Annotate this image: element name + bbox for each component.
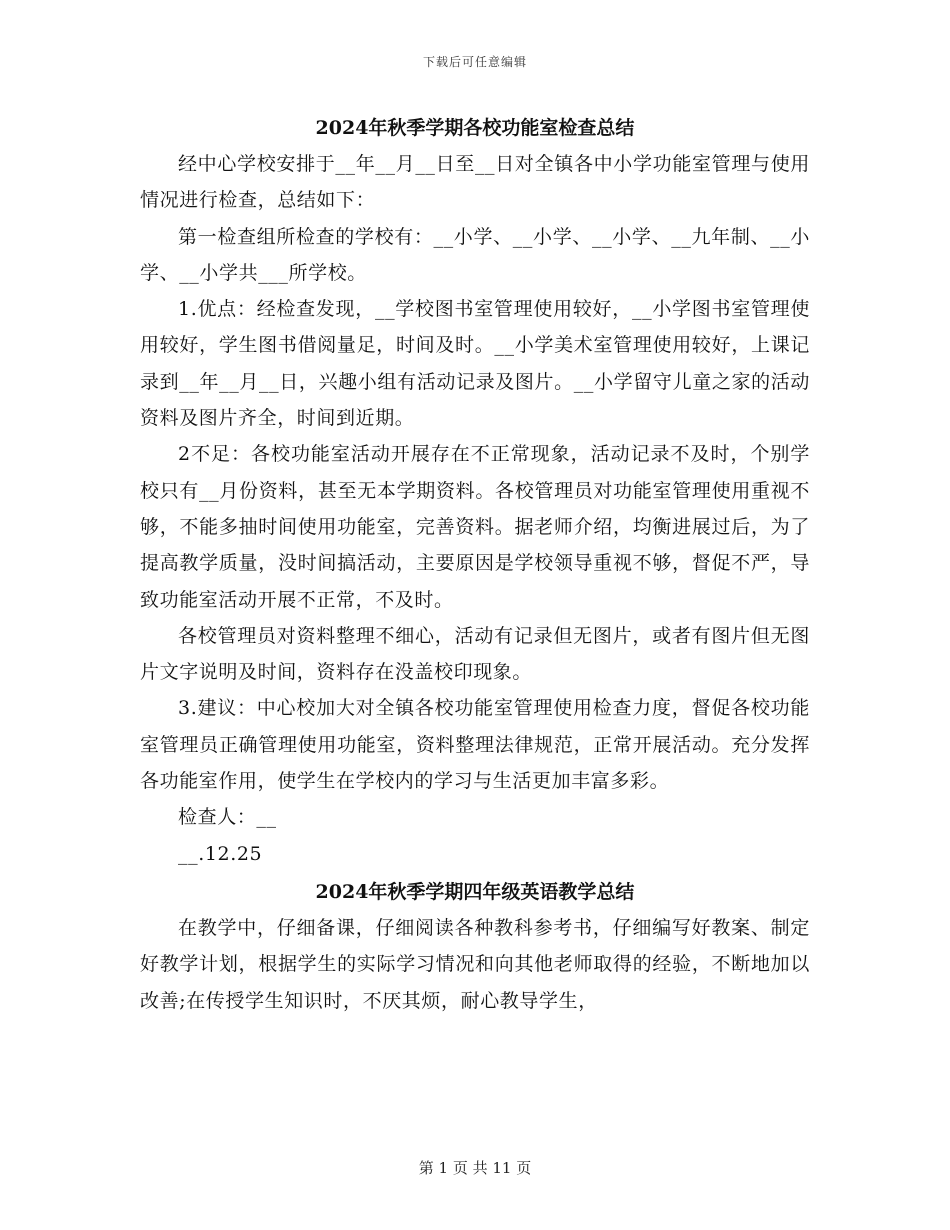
- paragraph: 2不足：各校功能室活动开展存在不正常现象，活动记录不及时，个别学校只有__月份资料，甚至无本学期资料。各校管理员对功能室管理使用重视不够，不能多抽时间使用功能室，完善资料。据老师介绍，均衡进展过后，为了提高教学质量，没时间搞活动，主要原因是学校领导重视不够，督促不严，导致功能室活动开展不正常，不及时。: [140, 443, 810, 611]
- document-body: [140, 110, 810, 1019]
- paragraph: 3.建议：中心校加大对全镇各校功能室管理使用检查力度，督促各校功能室管理员正确管理使用功能室，资料整理法律规范，正常开展活动。充分发挥各功能室作用，使学生在学校内的学习与生活更加丰富多彩。: [140, 697, 810, 793]
- page-header-note: 下载后可任意编辑: [422, 55, 527, 69]
- paragraph: 经中心学校安排于__年__月__日至__日对全镇各中小学功能室管理与使用情况进行检查，总结如下：: [140, 153, 810, 212]
- inspector-line: 检查人：__: [178, 806, 277, 829]
- paragraph: 第一检查组所检查的学校有：__小学、__小学、__小学、__九年制、__小学、__小学共___所学校。: [140, 225, 810, 284]
- section-title: 2024年秋季学期各校功能室检查总结: [315, 117, 635, 139]
- paragraph: 各校管理员对资料整理不细心，活动有记录但无图片，或者有图片但无图片文字说明及时间，资料存在没盖校印现象。: [140, 624, 810, 684]
- paragraph: 1.优点：经检查发现，__学校图书室管理使用较好，__小学图书室管理使用较好，学生图书借阅量足，时间及时。__小学美术室管理使用较好，上课记录到__年__月__日，兴趣小组有活动记录及图片。__小学留守儿童之家的活动资料及图片齐全，时间到近期。: [140, 298, 810, 430]
- paragraph: 在教学中，仔细备课，仔细阅读各种教科参考书，仔细编写好教案、制定好教学计划，根据学生的实际学习情况和向其他老师取得的经验，不断地加以改善;在传授学生知识时，不厌其烦，耐心教导学生，: [140, 916, 810, 1012]
- date-line: __.12.25: [178, 842, 263, 865]
- page-number: 第 1 页 共 11 页: [418, 1159, 532, 1177]
- section-title: 2024年秋季学期四年级英语教学总结: [315, 880, 635, 903]
